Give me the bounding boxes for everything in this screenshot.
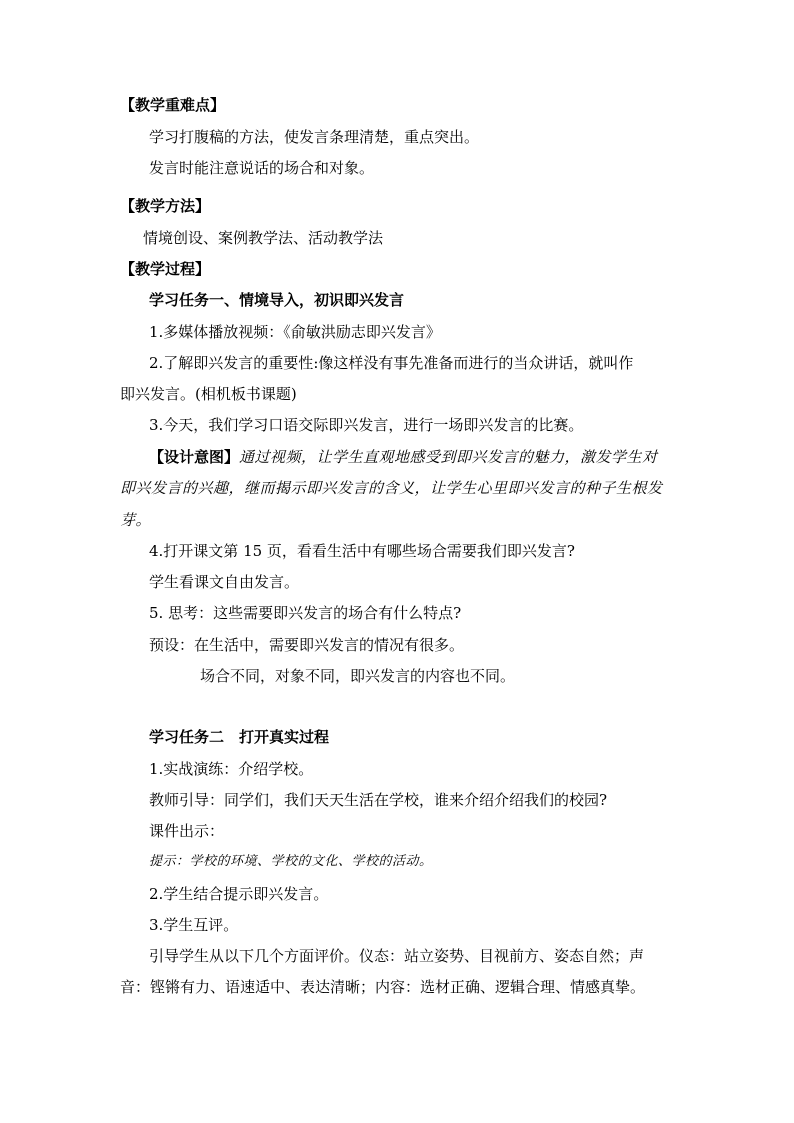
paragraph-line: 1.实战演练：介绍学校。 xyxy=(149,760,314,778)
paragraph-line: 2.学生结合提示即兴发言。 xyxy=(149,885,329,903)
section-heading-methods: 【教学方法】 xyxy=(120,197,211,215)
paragraph-line: 课件出示： xyxy=(149,822,225,840)
paragraph-line: 4.打开课文第 15 页，看看生活中有哪些场合需要我们即兴发言? xyxy=(149,542,575,560)
paragraph-line: 1.多媒体播放视频：《俞敏洪励志即兴发言》 xyxy=(149,323,441,341)
paragraph-line: 教师引导：同学们，我们天天生活在学校，谁来介绍介绍我们的校园? xyxy=(149,791,608,809)
paragraph-line: 情境创设、案例教学法、活动教学法 xyxy=(143,229,384,247)
paragraph-line: 音：铿锵有力、语速适中、表达清晰；内容：选材正确、逻辑合理、情感真挚。 xyxy=(120,978,646,996)
paragraph-line: 学习打腹稿的方法，使发言条理清楚，重点突出。 xyxy=(149,128,480,146)
paragraph-line: 场合不同，对象不同，即兴发言的内容也不同。 xyxy=(200,667,516,685)
design-intent-text: 即兴发言的兴趣，继而揭示即兴发言的含义，让学生心里即兴发言的种子生根发 xyxy=(120,479,663,497)
design-intent-text: 芽。 xyxy=(120,511,152,529)
hint-line: 提示：学校的环境、学校的文化、学校的活动。 xyxy=(149,854,433,869)
paragraph-line: 预设：在生活中，需要即兴发言的情况有很多。 xyxy=(149,636,465,654)
section-heading-process: 【教学过程】 xyxy=(120,260,211,278)
paragraph-line: 5. 思考：这些需要即兴发言的场合有什么特点? xyxy=(149,604,462,622)
paragraph-line: 即兴发言。(相机板书课题) xyxy=(120,385,297,403)
section-heading-key-points: 【教学重难点】 xyxy=(120,96,226,114)
task-heading-two: 学习任务二 打开真实过程 xyxy=(149,728,330,746)
paragraph-line: 3.今天，我们学习口语交际即兴发言，进行一场即兴发言的比赛。 xyxy=(149,416,584,434)
design-intent-label: 【设计意图】 xyxy=(149,448,240,466)
design-intent-line xyxy=(149,447,658,467)
design-intent-text: 通过视频，让学生直观地感受到即兴发言的魅力，激发学生对 xyxy=(239,448,658,466)
task-heading-one: 学习任务一、情境导入，初识即兴发言 xyxy=(149,291,405,309)
paragraph-line: 引导学生从以下几个方面评价。仪态：站立姿势、目视前方、姿态自然；声 xyxy=(149,947,645,965)
paragraph-line: 发言时能注意说话的场合和对象。 xyxy=(149,159,375,177)
paragraph-line: 学生看课文自由发言。 xyxy=(149,573,300,591)
paragraph-line: 3.学生互评。 xyxy=(149,916,239,934)
paragraph-line: 2.了解即兴发言的重要性:像这样没有事先准备而进行的当众讲话，就叫作 xyxy=(149,354,634,372)
